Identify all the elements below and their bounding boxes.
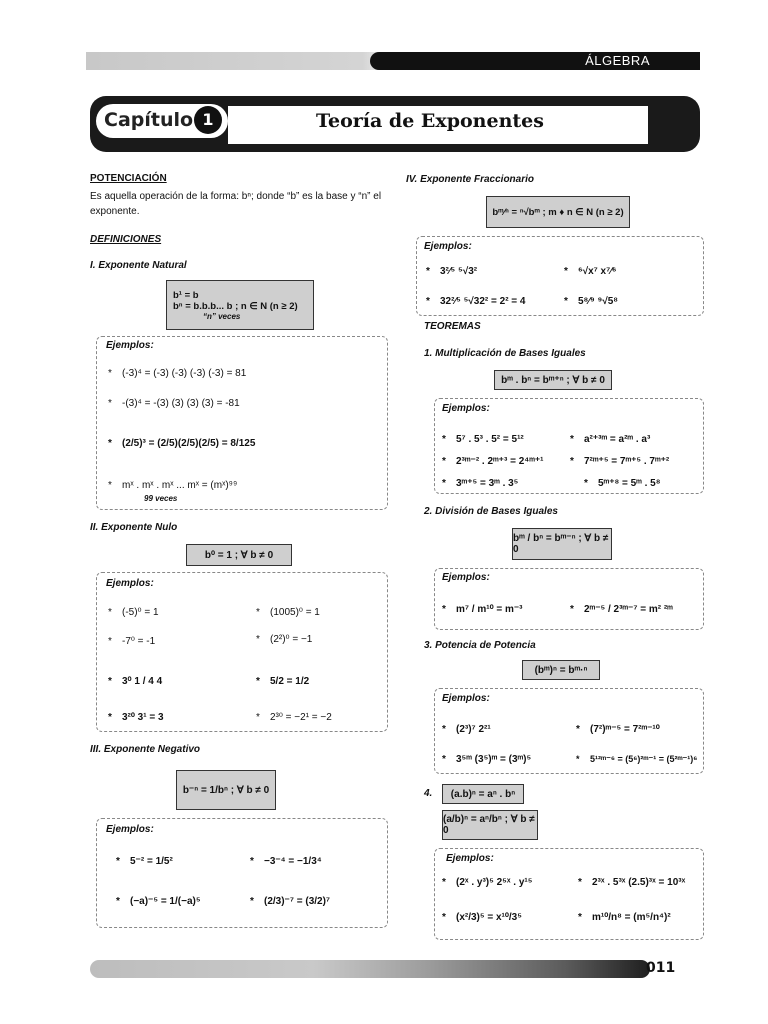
nulo-title: II. Exponente Nulo [90, 522, 178, 533]
natural-item: * mˣ . mˣ . mˣ ... mˣ = (mˣ)⁹⁹ [108, 480, 238, 491]
teoremas-title: TEOREMAS [424, 321, 481, 332]
natural-box [166, 280, 314, 330]
fraccionario-item: * ⁶√x⁷ x⁷⁄⁶ [564, 266, 617, 277]
fraccionario-box: bᵐ⁄ⁿ = ⁿ√bᵐ ; m ♦ n ∈ N (n ≥ 2) [486, 196, 630, 228]
nulo-ejemplos-label: Ejemplos: [106, 578, 154, 589]
mult-item: * 7²ᵐ⁺⁵ = 7ᵐ⁺⁵ . 7ᵐ⁺² [570, 456, 670, 467]
nulo-item: * (2²)⁰ = −1 [256, 634, 313, 645]
fraccionario-item: * 32²⁄⁵ ⁵√32² = 2² = 4 [426, 296, 526, 307]
negativo-ejemplos-label: Ejemplos: [106, 824, 154, 835]
potpot-item: * 5¹²ᵐ⁻⁶ = (5⁶)²ᵐ⁻¹ = (5²ᵐ⁻¹)⁶ [576, 754, 698, 764]
mult-item: * 5ᵐ⁺⁸ = 5ᵐ . 5⁸ [584, 478, 661, 489]
mult-ejemplos-label: Ejemplos: [442, 403, 490, 414]
potpot-item: * (7²)ᵐ⁻⁵ = 7²ᵐ⁻¹⁰ [576, 724, 660, 735]
potpot-title: 3. Potencia de Potencia [424, 640, 536, 651]
div-title: 2. División de Bases Iguales [424, 506, 558, 517]
natural-line-2: bⁿ = b.b.b... b ; n ∈ N (n ≥ 2) [173, 300, 298, 312]
fraccionario-title: IV. Exponente Fraccionario [406, 174, 535, 185]
potenciacion-text: Es aquella operación de la forma: bⁿ; donde “b” es la base y “n” el exponente. [90, 191, 382, 217]
negativo-item: * 5⁻² = 1/5² [116, 856, 173, 867]
nulo-item: * 5/2 = 1/2 [256, 676, 310, 687]
chapter-banner [90, 96, 700, 152]
chapter-number: 1 [194, 106, 222, 134]
prod-box-1: (a.b)ⁿ = aⁿ . bⁿ [442, 784, 524, 804]
nulo-item: * 3⁰ 1 / 4 4 [108, 676, 163, 687]
prod-item: * (x²/3)⁵ = x¹⁰/3⁵ [442, 912, 522, 923]
chapter-label: Capítulo [104, 109, 194, 131]
div-item: * 2ᵐ⁻⁵ / 2³ᵐ⁻⁷ = m² ²ᵐ [570, 604, 673, 615]
natural-item: * (-3)⁴ = (-3) (-3) (-3) (-3) = 81 [108, 368, 247, 379]
prod-ejemplos-label: Ejemplos: [446, 853, 494, 864]
natural-item: * (2/5)³ = (2/5)(2/5)(2/5) = 8/125 [108, 438, 256, 449]
nulo-item: * (1005)⁰ = 1 [256, 607, 320, 618]
nulo-examples-panel [96, 572, 388, 732]
nulo-item: * -7⁰ = -1 [108, 636, 156, 647]
natural-ejemplos-label: Ejemplos: [106, 340, 154, 351]
mult-item: * 3ᵐ⁺⁵ = 3ᵐ . 3⁵ [442, 478, 519, 489]
prod-item: * m¹⁰/n⁸ = (m⁵/n⁴)² [578, 912, 671, 923]
mult-item: * 2³ᵐ⁻² . 2ᵐ⁺³ = 2⁴ᵐ⁺¹ [442, 456, 544, 467]
nulo-item: * 2³⁰ = −2¹ = −2 [256, 712, 332, 723]
fraccionario-ejemplos-label: Ejemplos: [424, 241, 472, 252]
prod-item: * 2³ˣ . 5³ˣ (2.5)³ˣ = 10³ˣ [578, 877, 686, 888]
prod-item: * (2ˣ . y³)⁵ 2⁵ˣ . y¹⁵ [442, 877, 533, 888]
potpot-item: * (2³)⁷ 2²¹ [442, 724, 491, 735]
natural-title: I. Exponente Natural [90, 260, 187, 271]
section-tag: ÁLGEBRA [585, 53, 650, 68]
negativo-item: * −3⁻⁴ = −1/3⁴ [250, 856, 322, 867]
definiciones-title: DEFINICIONES [90, 234, 162, 245]
fraccionario-item: * 3²⁄⁵ ⁵√3² [426, 266, 478, 277]
potpot-item: * 3⁵ᵐ (3⁵)ᵐ = (3ᵐ)⁵ [442, 754, 532, 765]
negativo-item: * (−a)⁻⁵ = 1/(−a)⁵ [116, 896, 201, 907]
natural-item: * -(3)⁴ = -(3) (3) (3) (3) = -81 [108, 398, 240, 409]
mult-box: bᵐ . bⁿ = bᵐ⁺ⁿ ; ∀ b ≠ 0 [494, 370, 612, 390]
footer-bar [90, 960, 650, 978]
natural-item-note: 99 veces [144, 494, 178, 503]
potpot-ejemplos-label: Ejemplos: [442, 693, 490, 704]
div-item: * m⁷ / m¹⁰ = m⁻³ [442, 604, 523, 615]
div-box: bᵐ / bⁿ = bᵐ⁻ⁿ ; ∀ b ≠ 0 [512, 528, 612, 560]
nulo-box: b⁰ = 1 ; ∀ b ≠ 0 [186, 544, 292, 566]
negativo-title: III. Exponente Negativo [90, 744, 201, 755]
div-ejemplos-label: Ejemplos: [442, 572, 490, 583]
nulo-item: * 3²⁰ 3¹ = 3 [108, 712, 164, 723]
prod-box-2: (a/b)ⁿ = aⁿ/bⁿ ; ∀ b ≠ 0 [442, 810, 538, 840]
header-bar [86, 52, 700, 70]
prod-number: 4. [424, 788, 433, 799]
nulo-item: * (-5)⁰ = 1 [108, 607, 159, 618]
fraccionario-item: * 5⁸⁄⁹ ⁹√5⁸ [564, 296, 619, 307]
page-number: 011 [646, 960, 676, 976]
mult-item: * 5⁷ . 5³ . 5² = 5¹² [442, 434, 524, 445]
potpot-box: (bᵐ)ⁿ = bᵐ·ⁿ [522, 660, 600, 680]
negativo-box: b⁻ⁿ = 1/bⁿ ; ∀ b ≠ 0 [176, 770, 276, 810]
natural-line-3: “n” veces [203, 311, 241, 321]
negativo-item: * (2/3)⁻⁷ = (3/2)⁷ [250, 896, 331, 907]
mult-item: * a²⁺³ᵐ = a²ᵐ . a³ [570, 434, 651, 445]
chapter-title: Teoría de Exponentes [316, 110, 544, 132]
mult-title: 1. Multiplicación de Bases Iguales [424, 348, 586, 359]
natural-line-1: b¹ = b [173, 289, 199, 301]
potenciacion-title: POTENCIACIÓN [90, 173, 167, 184]
